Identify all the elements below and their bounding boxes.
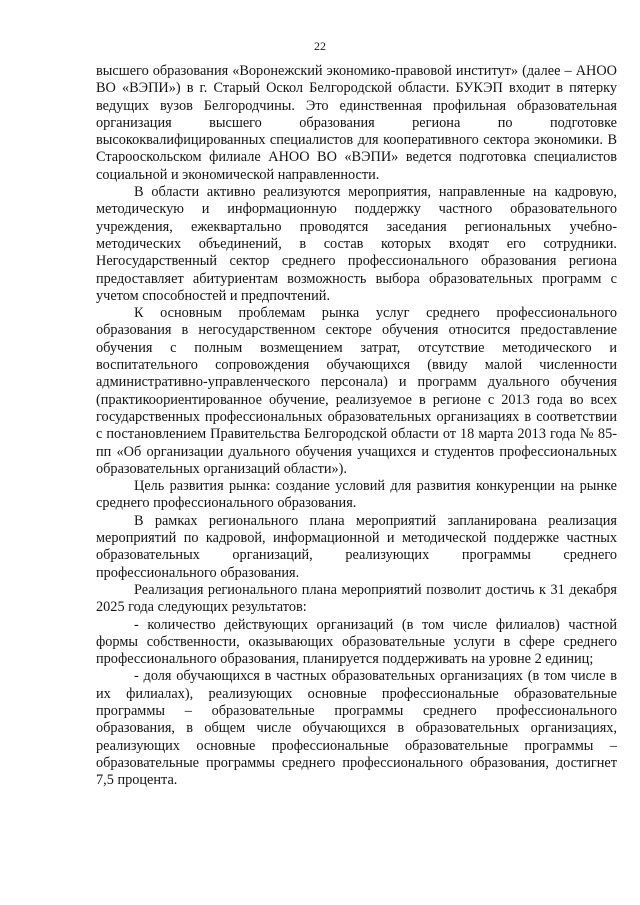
list-item-students-share: - доля обучающихся в частных образовательных организациях (в том числе в их филиалах), реализующих основные профессиональные образовательные программы – образовательные программы среднего профессионального образования, в общем числе обучающихся в образовательных организациях, реализующих основные профессиональные образовательные программы – образовательные программы среднего профессионального образования, достигнет 7,5 процента. [96, 668, 617, 789]
document-body [96, 63, 617, 789]
paragraph-regional-plan: В рамках регионального плана мероприятий запланирована реализация мероприятий по кадровой, информационной и методической поддержке частных образовательных организаций, реализующих программы среднего профессионального образования. [96, 512, 617, 581]
paragraph-main-problems: К основным проблемам рынка услуг среднего профессионального образования в негосударственном секторе обучения относится предоставление обучения с полным возмещением затрат, отсутствие методического и воспитательного сопровождения обучающихся (ввиду малой численности административно-управленческого персонала) и программ дуального обучения (практикоориентированное обучение, реализуемое в регионе с 2013 года во всех государственных профессиональных образовательных организациях в соответствии с постановлением Правительства Белгородской области от 18 марта 2013 года № 85-пп «Об организации дуального обучения учащихся и студентов профессиональных образовательных организаций области»). [96, 305, 617, 477]
paragraph-regional-support: В области активно реализуются мероприятия, направленные на кадровую, методическую и информационную поддержку частного образовательного учреждения, ежеквартально проводятся заседания региональных учебно-методических объединений, в состав которых входят его сотрудники. Негосударственный сектор среднего профессионального образования региона предоставляет абитуриентам возможность выбора образовательных программ с учетом способностей и предпочтений. [96, 184, 617, 304]
page-number: 22 [314, 39, 326, 53]
list-item-organizations-count: - количество действующих организаций (в том числе филиалов) частной формы собственности, оказывающих образовательные услуги в сфере среднего профессионального образования, планируется поддерживать на уровне 2 единиц; [96, 616, 617, 668]
paragraph-institutions: высшего образования «Воронежский экономико-правовой институт» (далее – АНОО ВО «ВЭПИ») в г. Старый Оскол Белгородской области. БУКЭП входит в пятерку ведущих вузов Белгородчины. Это единственная профильная образовательная организация высшего образования региона по подготовке высококвалифицированных специалистов для кооперативного сектора экономики. В Старооскольском филиале АНОО ВО «ВЭПИ» ведется подготовка специалистов социальной и экономической направленности. [96, 63, 617, 183]
paragraph-plan-results: Реализация регионального плана мероприятий позволит достичь к 31 декабря 2025 года следующих результатов: [96, 581, 617, 616]
paragraph-market-goal: Цель развития рынка: создание условий для развития конкуренции на рынке среднего профессионального образования. [96, 478, 617, 512]
